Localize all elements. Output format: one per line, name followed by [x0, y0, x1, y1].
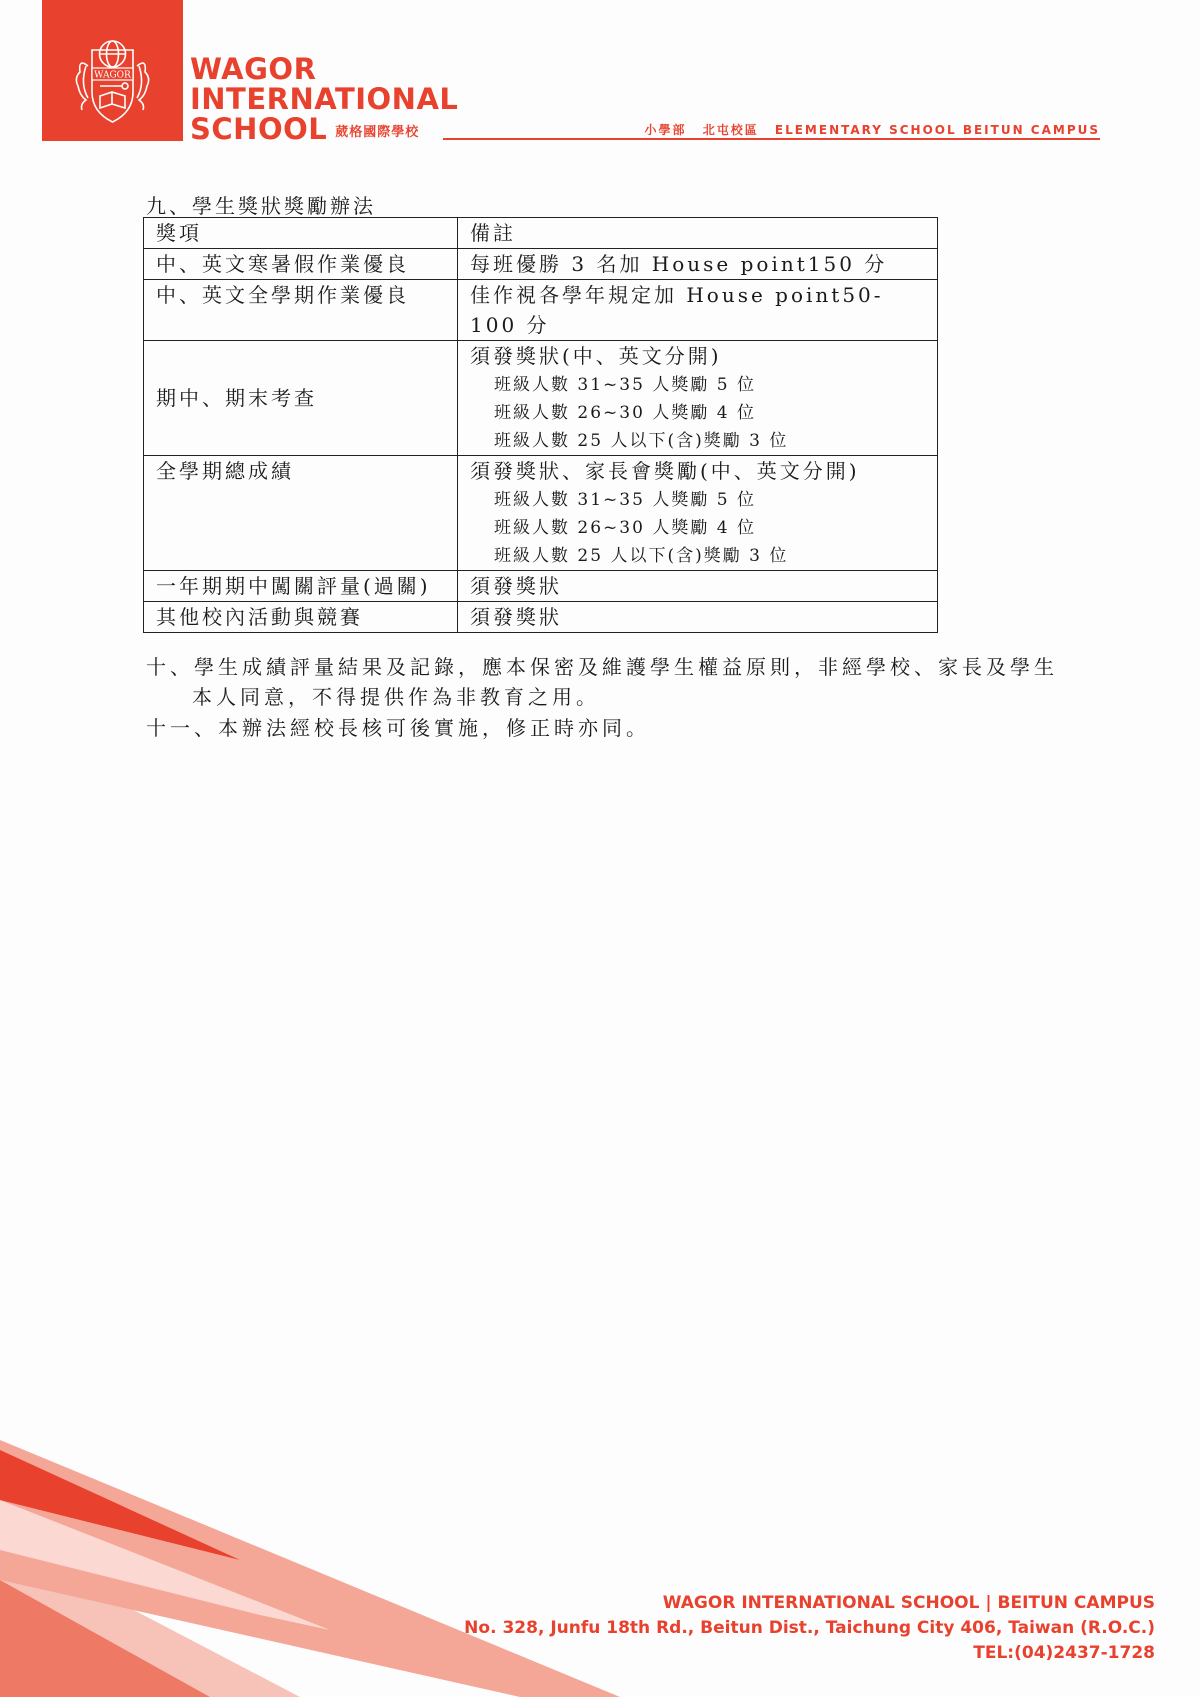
award-note: 佳作視各學年規定加 House point50-100 分: [458, 280, 938, 341]
award-item: 中、英文寒暑假作業優良: [144, 249, 458, 280]
crest-icon: [42, 0, 183, 141]
table-header-row: [144, 218, 938, 249]
section-10-continuation: 本人同意，不得提供作為非教育之用。: [192, 685, 600, 709]
award-item: 期中、期末考查: [144, 341, 458, 456]
award-note-line: 班級人數 25 人以下(含)獎勵 3 位: [494, 431, 789, 451]
campus-division: 小學部: [644, 123, 687, 137]
brand-chinese-name: 葳格國際學校: [335, 125, 420, 140]
award-item: 全學期總成績: [144, 456, 458, 571]
award-item: 其他校內活動與競賽: [144, 602, 458, 633]
award-note-line: 班級人數 31~35 人獎勵 5 位: [494, 375, 756, 395]
award-note: [458, 341, 938, 456]
table-row: [144, 280, 938, 341]
header-award: 獎項: [144, 218, 458, 249]
award-note: 須發獎狀: [458, 571, 938, 602]
award-note-line: 班級人數 26~30 人獎勵 4 位: [494, 518, 756, 538]
award-note-line: 班級人數 25 人以下(含)獎勵 3 位: [494, 546, 789, 566]
award-item: 中、英文全學期作業優良: [144, 280, 458, 341]
footer-phone: TEL:(04)2437-1728: [973, 1643, 1155, 1663]
table-row: [144, 249, 938, 280]
section-10-text: 十、學生成績評量結果及記錄，應本保密及維護學生權益原則，非經學校、家長及學生: [146, 655, 1058, 679]
header-notes: 備註: [458, 218, 938, 249]
brand-line-2: INTERNATIONAL: [190, 82, 459, 116]
table-row: [144, 571, 938, 602]
campus-label: [644, 121, 1100, 138]
award-note-main: 須發獎狀、家長會獎勵(中、英文分開): [470, 459, 860, 483]
award-note-main: 須發獎狀(中、英文分開): [470, 344, 722, 368]
award-item: 一年期期中闖關評量(過關): [144, 571, 458, 602]
awards-table: [143, 217, 938, 633]
award-note: [458, 456, 938, 571]
crest-text: WAGOR: [94, 70, 131, 81]
award-note: 每班優勝 3 名加 House point150 分: [458, 249, 938, 280]
brand-line-1: WAGOR: [190, 52, 317, 86]
award-note-line: 班級人數 26~30 人獎勵 4 位: [494, 403, 756, 423]
section-11-text: 十一、本辦法經校長核可後實施，修正時亦同。: [146, 716, 650, 740]
table-row: [144, 341, 938, 456]
footer-address: No. 328, Junfu 18th Rd., Beitun Dist., Taichung City 406, Taiwan (R.O.C.): [464, 1618, 1155, 1638]
header-divider: [443, 138, 1100, 140]
section-9-title: 九、學生獎狀獎勵辦法: [146, 194, 376, 218]
campus-english: ELEMENTARY SCHOOL BEITUN CAMPUS: [774, 123, 1100, 137]
award-note-line: 班級人數 31~35 人獎勵 5 位: [494, 490, 756, 510]
table-row: [144, 602, 938, 633]
brand-name: [190, 54, 458, 149]
school-logo: [42, 0, 183, 141]
brand-line-3: SCHOOL: [190, 112, 328, 146]
footer-school: WAGOR INTERNATIONAL SCHOOL | BEITUN CAMPUS: [662, 1593, 1155, 1613]
table-row: [144, 456, 938, 571]
award-note: 須發獎狀: [458, 602, 938, 633]
footer-contact: [464, 1591, 1155, 1666]
campus-location: 北屯校區: [702, 123, 759, 137]
